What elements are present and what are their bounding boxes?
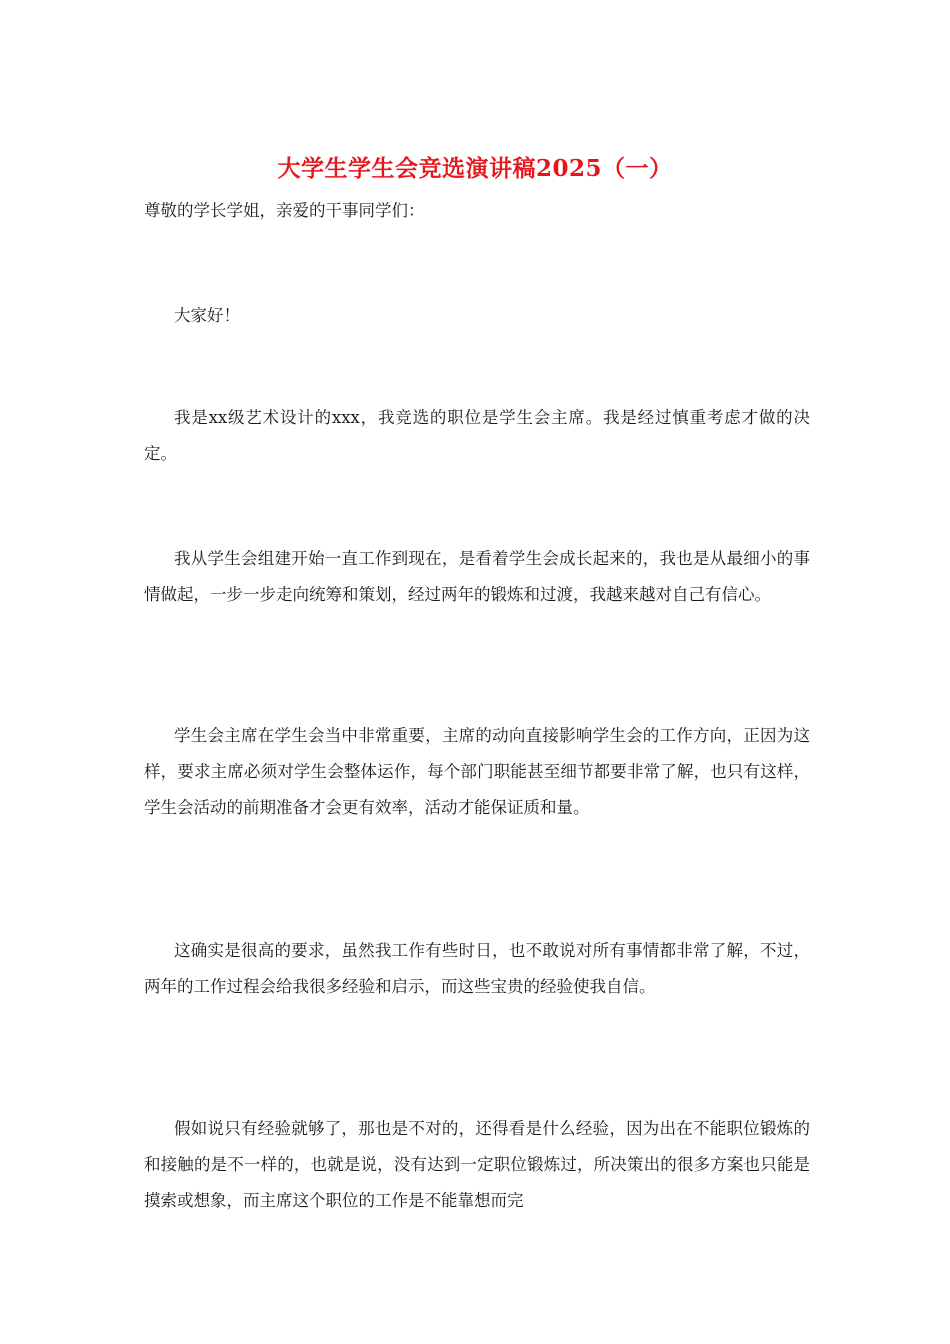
paragraph-introduction: 我是xx级艺术设计的xxx，我竞选的职位是学生会主席。我是经过慎重考虑才做的决定。 [144, 408, 810, 463]
salutation: 尊敬的学长学姐，亲爱的干事同学们： [144, 201, 425, 220]
paragraph-role-importance: 学生会主席在学生会当中非常重要，主席的动向直接影响学生会的工作方向，正因为这样，要求主席必须对学生会整体运作，每个部门职能甚至细节都要非常了解，也只有这样，学生会活动的前期准备才会更有效率，活动才能保证质和量。 [144, 726, 810, 817]
paragraph-experience-type: 假如说只有经验就够了，那也是不对的，还得看是什么经验，因为出在不能职位锻炼的和接触的是不一样的，也就是说，没有达到一定职位锻炼过，所决策出的很多方案也只能是摸索或想象，而主席这个职位的工作是不能靠想而完 [144, 1119, 810, 1210]
paragraph-confidence: 这确实是很高的要求，虽然我工作有些时日，也不敢说对所有事情都非常了解，不过，两年的工作过程会给我很多经验和启示，而这些宝贵的经验使我自信。 [144, 941, 810, 996]
document-title: 大学生学生会竞选演讲稿2025（一） [277, 155, 673, 182]
paragraph-greeting: 大家好！ [174, 306, 240, 325]
paragraph-experience: 我从学生会组建开始一直工作到现在，是看着学生会成长起来的，我也是从最细小的事情做起，一步一步走向统筹和策划，经过两年的锻炼和过渡，我越来越对自己有信心。 [144, 549, 810, 604]
